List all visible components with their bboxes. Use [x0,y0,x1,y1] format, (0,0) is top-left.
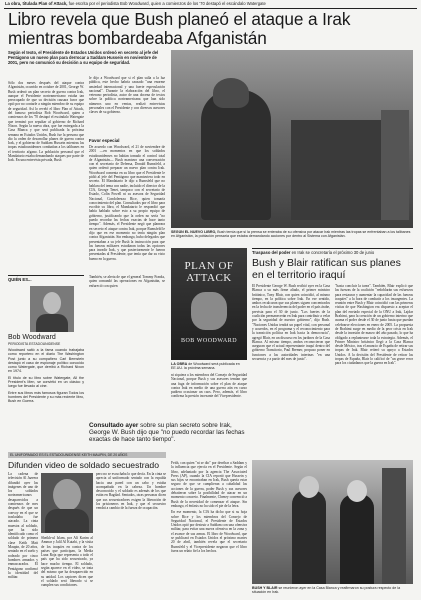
deck: Según el texto, el Presidente de Estados Unidos ordenó en secreto al jefe del Pentágono un nuevo plan para derrocar a Saddam Hussein en noviembre de 2001, pero no comunicó su decisión a su equipo de seguridad. [8,50,159,65]
book-caption-text: de Woodward será publicada en EE.UU. la próxima semana. [171,362,240,371]
book-author: BOB WOODWARD [180,338,238,344]
sidebar-bullet: Woodward saltó a la fama cuando trabajaba como reportero en el diario The Washington Post junto a su compañero Carl Bernstein destapó el caso de espionaje político conocido como Watergate, que derribó a Richard Nixon en 1974. [8,348,84,374]
article-column-3: De acuerdo con Woodward, el 21 de noviembre de 2001 —en momentos en que los soldados estadounidenses no habían tomado el control total de Afganistán— Bush mantuvo una conversación con el secretario de Defensa, Donald Rumsfeld, a quien ordenó preparar un nuevo plan contra Irak. Woodward comenta en su libro que el Presidente le pidió al jefe del Pentágono que mantuviera todo en secreto. El Mandatario le dijo a Rumsfeld que no hablara del tema con nadie, incluido el director de la CIA, George Tenet, tampoco con el secretario de Estado, Colin Powell ni su asesora de Seguridad Nacional, Condoleezza Rice, quien tomaría conocimiento del plan. Consultados por el libro para escribir su libro, el Mandatario le respondió que había hablado sobre esto a su propio equipo de gobierno, justificando que la orden no sería "no puedo recordar las fechas exactas de hace tanto tiempo". Además, el Presidente negó que planeara en secreto el ataque contra Irak, porque Rumsfeld le dijo que en ese momento no tenía ningún plan contra Afganistán. Sin embargo, hubo delegados que presentaban a su jefe Bush la instrucción para que las fuerzas militares estudiaran todas las opciones para invadir Irak, y que posteriormente le fueron presentadas al Presidente, que tenía que dar su visto bueno en la guerra. [89,145,165,261]
soldiers-photo [171,50,413,228]
sidebar-section-label: QUIÉN ES... [8,277,32,282]
article-column-2: le dijo a Woodward que si el plan salía a la luz pública, este hecho habría causado "una enorme ansiedad internacional y una fuerte especulación nacional". Durante la elaboración del libro, el veterano periodista, autor de una docena de textos sobre la política norteamericana que han sido números uno en ventas, realizó entrevistas personales con el Presidente y con diversos asesores claves de su gobierno. [89,76,165,115]
subhead-favor-especial: Favor especial [89,138,120,143]
headline: Libro revela que Bush planeó el ataque a Irak mientras bombardeaba Afganistán [8,9,351,48]
article-column-4: También, se alerta de que el general Tommy Franks, quien comandó las operaciones en Afganistán, se enfureció con quien [89,275,165,288]
article-column-1: Sólo dos meses después del ataque contra Afganistán, ocurrido en octubre de 2001, George W. Bush ordenó un plan secreto de guerra contra Irak, aunque el Presidente norteamericano estaba tan preocupado de que su decisión causara furor que optó por no contarle a ningún miembro de su equipo de seguridad. Así lo reveló el libro Plan of Attack, del famoso periodista Bob Woodward, quien a comienzos de los '70 destapó el escándalo Watergate que terminó por sepultar al gobierno de Richard Nixon. Según la nueva obra, que fue entregada a la Casa Blanca y que será publicada la próxima semana en Estados Unidos, Bush fue la persona que dio la orden de desarrollar planes de guerra contra Irak, y el gobierno de Saddam Hussein mientras las tropas estadounidenses combatían a los talibanes en el territorio afgano. La población personal que el Mandatario estaba demandando ataques por parte de Irak. En una entrevista privada, Bush [8,81,84,163]
woodward-photo [30,286,74,332]
bush-blair-photo [252,460,413,584]
blair-kicker-line [252,250,413,255]
soldier-headline: Difunden video de soldado secuestrado [8,460,159,470]
book-title-line1: PLAN OF [184,260,234,272]
mid-text: ni siquiera a los miembros del Consejo de Seguridad Nacional, porque Bush y sus asesores temían que una fuga de información sobre el plan de ataque contra Irak en medio de una guerra aún en curso pudiera ocasionar un caos. Pero, además, el libro confirma la presión incesante del Vicepresidente. [171,373,247,399]
soldier-bar [8,452,166,458]
bush-blair-caption [252,586,413,599]
soldier-bar-text: EL UNIFORMADO ES EL ESTADOUNIDENSE KEITH MAUPIN, DE 20 AÑOS [10,453,128,457]
photo-caption-text: Bush temía que si la prensa se enteraba de su ofensiva por atacar Irak mientras las tropas se enfrentaban a los talibanes en Afganistán, la población pensaría que estaba demandando acciones por dentro al Sistema con Afganistán. [171,230,411,239]
blair-kicker-text: en Irak se concretaría el próximo 30 de junio [291,250,375,255]
bush-blair-caption-lead: BUSH Y BLAIR [252,586,278,590]
book-caption-lead: LA OBRA [171,362,188,366]
continuation-para: Feith, con quien "ni se dio" por derribar a Saddam y la influencia que ejercía en el Presidente. Según el libro, adelantado por la agencia The Associated Press (AP), cuando la CIA reportó que Hussein y sus hijos se encontraban en Irak, Bush quería estar seguro de que se cumplieran a cabalidad las acciones de la guerra, poder Bush y sus asesores debatieron sobre la posibilidad de atacar en un momento concreto. Finalmente, Cheney convenció a Bush de la necesidad de comenzar el ataque. Sin embargo, el énfasis no ha sido el pie de la letra. [171,461,247,508]
soldier-video-still [41,473,93,533]
top-bar-text: fue escrita por el periodista Bob Woodward, quien a comienzos de los '70 destapó el escándalo Watergate [68,1,266,6]
sidebar-role: PERIODISTA ESTADOUNIDENSE [8,342,61,346]
blair-column-2: "hasta concluir la tarea". También, Blair explicó que las fuerzas de la coalición "redoblarán sus esfuerzos para restaurar y aumentar la capacidad de las fuerzas iraquíes" a la hora de combatir a los insurgentes. La reunión entre Bush y Blair coincidió con las primeras visitas de que Washington era dispuesto a aceptar el plan del enviado especial de la ONU a Irak, Lajdar Brahimi, para la creación de un gobierno interino que asuma el poder desde el 30 de junio hasta que puedan celebrarse elecciones en enero de 2005. La propuesta de Brahimi surge en medio de la peor crisis en Irak desde la invasión de marzo del año pasado, lo que ha obligado a replantearse toda la estrategia. Además, el Primer Ministro británico llegó a la Casa Blanca desde México, tras el anuncio de España de retirar sus tropas de Irak. Blair reiteró su apoyo a Estados Unidos. A la decisión del Presidente de retirar las tropas de España, Blair lo calificó de "un grave error para los ciudadanos que la guerra en Irak". [335,284,413,366]
sidebar-bullet: Entre sus libros más famosos figuran Todos los hombres del Presidente y su más reciente libro, Bush en Guerra. [8,390,84,404]
photo-caption-lead: SEGÚN EL NUEVO LIBRO, [171,230,217,234]
book-caption [171,362,247,372]
top-bar-kicker: La obra, titulada Plan of Attack, [5,1,68,6]
pullquote-lead: Consultado ayer [89,422,139,429]
bush-blair-caption-text: se reunieron ayer en la Casa Blanca y reafirmaron su postura respecto de la situación en Irak. [252,586,401,595]
sidebar-name: Bob Woodward [8,334,56,341]
blair-column-1: El Presidente George W. Bush recibió ayer en la Casa Blanca a su más firme aliado, el primer ministro británico, Tony Blair, con quien coincidió, al mismo tiempo, en la política sobre Irak. En ese sentido, ambos recalcaron que sus planes siguen concentrados en la fecha de transferencia del poder en el país árabe, prevista para el 30 de junio. "Los fuertes de la coalición permanecerán en Irak para contribuir a velar por la seguridad de nuestro gobierno", dijo Bush. "Naciones Unidas tendrá un papel vital, con personal y acuerdos, en el programa y el reconocimiento para la transición política en Irak hacia la democracia", agregó Blair, en un discurso en los jardines de la Casa Blanca. Al mismo tiempo, ambos reconocieron que aseguran que el actual representante iraquí dentro del gobierno Transitorio, Paul Bremer, propuso poner en funciones a las autoridades interinas "en una secuencia y a partir del mes de junio". [252,284,330,362]
photo-caption [171,230,413,243]
top-bar [5,1,415,8]
soldier-column-1b: Sheikh-ul Islam, por Alí Karim al Ammar y Jalil Al Kutabi, y la visita de los iraquíes en contra de los países que participan, la Media Luna Roja que representa a todo el país que ha sido secuestrado, ya hace mucho tiempo. El soldado, según aparece en el video, se trata del mismo que ha desaparecido en su unidad. Los captores dicen que el soldado será liberado si se cumplen sus condiciones. [41,536,93,588]
continuation-para: En ese momento, la CIA ha dicho que si su hoja sobre Rice y los miembros del Consejo de Seguridad Nacional, el Presidente de Estados Unidos optó por destruir a Saddam con una ofensiva militar, para evitar una nueva ofensiva en la zona y el avance de sus armas. El libro de Woodward, que se publicará en Estados Unidos el próximo martes 20 de abril, también revela que el secretario Rumsfeld y el Vicepresidente negaron que el libro fuera un relato fiel a los hechos. [171,510,247,553]
sidebar-bullet: El título de su libro sobre Watergate, All the President's Men, se convirtió en un clásico y luego fue llevado al cine. [8,375,84,389]
soldier-column-2: pero no se escuchaba lo que decía. En la cinta se aprecia al uniformado sentado con la espalda hacia una pared con un cabo y estaba acompañado en la cabeza. Un hombre desconocido y el soldado es además de los que están en Bagdad. Sentados, otras personas dicen que sus secuestradores exigen la liberación de los prisioneros en Irak, y que el secuestro vendrá a cambio de la fuerza de ocupación. [96,472,166,511]
sidebar-bullets [8,348,84,434]
continuation-column [171,461,247,596]
book-title-line2: ATTACK [186,272,232,284]
blair-kicker: Traspaso del poder [252,250,291,255]
soldier-column-1: La cadena de televisión Al Jazeera difundió ayer las imágenes de uno de los soldados norteamericanos desaparecidos a comienzos de mes después de que un convoy en el que se trasladaba fue atacado. La cinta muestra al soldado, que ha sido identificado como el soldado de primera clase Keith Matt Maupin, de 20 años, sentado en el suelo y rodeado por cinco hombres armados y enmascarados. El Pentágono confirmó la identidad del militar. [8,472,38,580]
book-cover [171,248,247,360]
blair-headline: Bush y Blair ratifican sus planes en el territorio iraquí [252,257,401,281]
pullquote-text: sobre su plan secreto sobre Irak, George W. Bush dijo que "no puedo recordar las fechas exactas de hace tanto tiempo". [89,422,245,444]
